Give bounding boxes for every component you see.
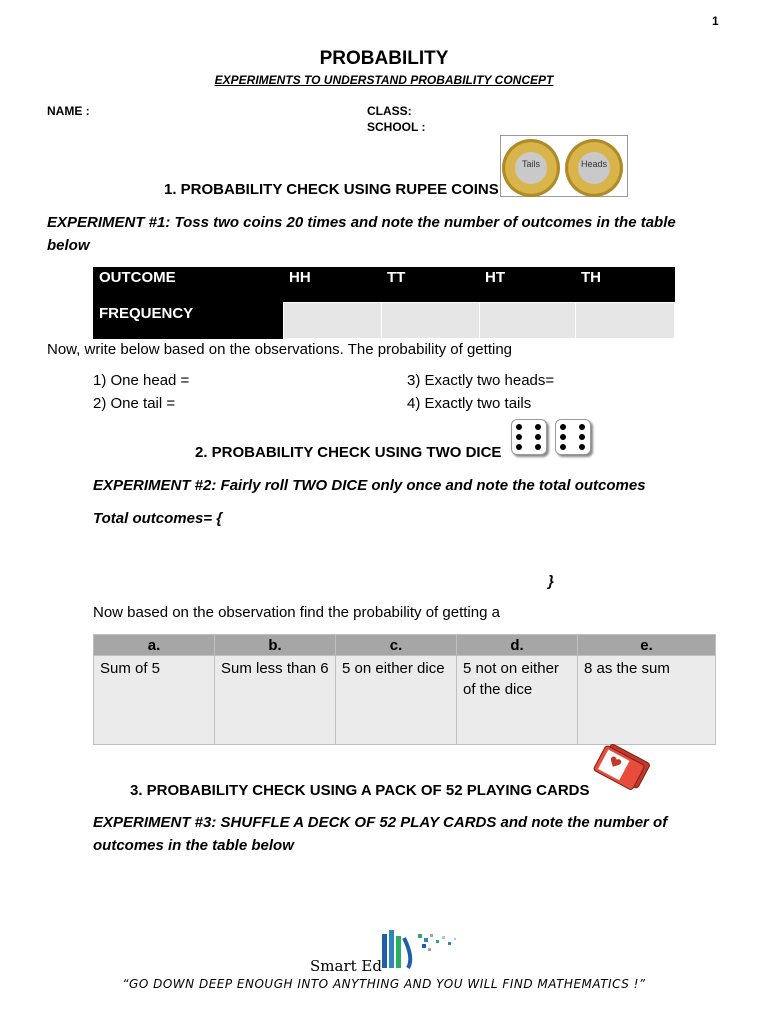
question-two-heads: 3) Exactly two heads=: [407, 372, 555, 389]
th-header: TH: [575, 267, 675, 303]
rupee-coins-image: [500, 135, 628, 197]
tt-header: TT: [381, 267, 479, 303]
dice-icon: [511, 419, 547, 455]
page-number: 1: [712, 14, 719, 28]
eight-as-sum-cell: 8 as the sum: [578, 656, 716, 745]
col-e-header: e.: [578, 635, 716, 656]
sum-of-5-cell: Sum of 5: [94, 656, 215, 745]
col-b-header: b.: [215, 635, 336, 656]
experiment3-line1: EXPERIMENT #3: SHUFFLE A DECK OF 52 PLAY CARDS and note the number of: [93, 814, 668, 831]
school-label: SCHOOL :: [367, 120, 426, 134]
dice-icon: [555, 419, 591, 455]
smart-ed-logo-icon: [380, 928, 460, 972]
outcome-header: OUTCOME: [93, 267, 283, 303]
ht-frequency-cell[interactable]: [479, 303, 575, 339]
five-on-either-cell: 5 on either dice: [336, 656, 457, 745]
experiment2-text: EXPERIMENT #2: Fairly roll TWO DICE only once and note the total outcomes: [93, 477, 646, 494]
th-frequency-cell[interactable]: [575, 303, 675, 339]
dice-probability-table: [93, 634, 716, 745]
total-outcomes-close: }: [548, 573, 554, 590]
question-two-tails: 4) Exactly two tails: [407, 395, 532, 412]
logo-text: Smart Ed: [310, 957, 382, 975]
section2-heading: 2. PROBABILITY CHECK USING TWO DICE: [195, 444, 502, 461]
page-subtitle: EXPERIMENTS TO UNDERSTAND PROBABILITY CONCEPT: [214, 73, 554, 87]
footer-quote: “GO DOWN DEEP ENOUGH INTO ANYTHING AND YOU WILL FIND MATHEMATICS !”: [122, 977, 646, 991]
coin-outcome-table: [93, 267, 675, 339]
page-title: PROBABILITY: [319, 48, 449, 69]
class-label: CLASS:: [367, 104, 412, 118]
section1-heading: 1. PROBABILITY CHECK USING RUPEE COINS: [164, 181, 499, 198]
tails-coin-icon: Tails: [502, 139, 560, 197]
frequency-label: FREQUENCY: [93, 303, 283, 339]
section1-prompt: Now, write below based on the observations. The probability of getting: [47, 341, 512, 358]
col-a-header: a.: [94, 635, 215, 656]
hh-frequency-cell[interactable]: [283, 303, 381, 339]
tt-frequency-cell[interactable]: [381, 303, 479, 339]
question-one-head: 1) One head =: [93, 372, 190, 389]
total-outcomes-open: Total outcomes= {: [93, 510, 223, 527]
section2-prompt: Now based on the observation find the probability of getting a: [93, 604, 500, 621]
experiment3-line2: outcomes in the table below: [93, 837, 294, 854]
sum-less-than-6-cell: Sum less than 6: [215, 656, 336, 745]
section3-heading: 3. PROBABILITY CHECK USING A PACK OF 52 PLAYING CARDS: [130, 782, 590, 799]
playing-cards-icon: [588, 742, 660, 792]
col-d-header: d.: [457, 635, 578, 656]
hh-header: HH: [283, 267, 381, 303]
heads-coin-icon: Heads: [565, 139, 623, 197]
name-label: NAME :: [47, 104, 90, 118]
col-c-header: c.: [336, 635, 457, 656]
ht-header: HT: [479, 267, 575, 303]
five-not-on-either-cell: 5 not on either of the dice: [457, 656, 578, 745]
experiment1-line2: below: [47, 237, 90, 254]
experiment1-line1: EXPERIMENT #1: Toss two coins 20 times and note the number of outcomes in the table: [47, 214, 676, 231]
question-one-tail: 2) One tail =: [93, 395, 176, 412]
